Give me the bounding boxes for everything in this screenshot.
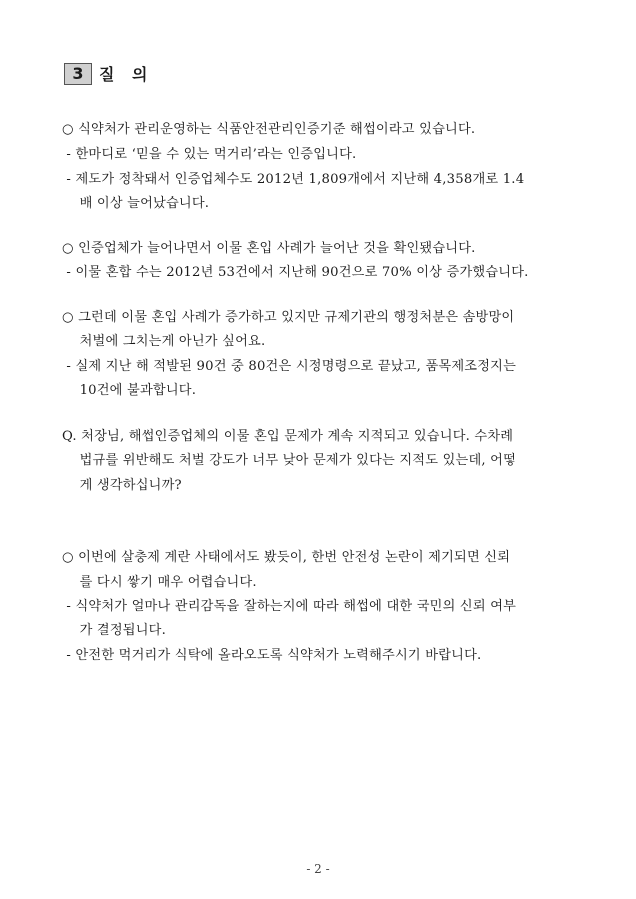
- question-line: 법규를 위반해도 처벌 강도가 너무 낮아 문제가 있다는 지적도 있는데, 어떻: [62, 453, 517, 468]
- text-line: 가 결정됩니다.: [62, 623, 166, 638]
- text-line: ○ 인증업체가 늘어나면서 이물 혼입 사례가 늘어난 것을 확인됐습니다.: [62, 241, 476, 256]
- section-title: 질 의: [99, 65, 154, 84]
- text-line: ○ 식약처가 관리운영하는 식품안전관리인증기준 해썹이라고 있습니다.: [62, 122, 476, 137]
- text-line: ○ 그런데 이물 혼입 사례가 증가하고 있지만 규제기관의 행정처분은 솜방망이: [62, 310, 515, 325]
- text-line: - 실제 지난 해 적발된 90건 중 80건은 시정명령으로 끝났고, 품목제조정지는: [62, 359, 517, 374]
- page-number: - 2 -: [306, 862, 330, 876]
- text-line: - 제도가 정착돼서 인증업체수도 2012년 1,809개에서 지난해 4,358개로 1.4: [62, 172, 525, 187]
- text-line: - 이물 혼합 수는 2012년 53건에서 지난해 90건으로 70% 이상 증가했습니다.: [62, 265, 529, 280]
- section-number-box: 3: [64, 63, 92, 85]
- text-line: 를 다시 쌓기 매우 어렵습니다.: [62, 575, 257, 590]
- question-line: Q. 처장님, 해썹인증업체의 이물 혼입 문제가 계속 지적되고 있습니다. 수차례: [62, 429, 514, 444]
- text-line: - 식약처가 얼마나 관리감독을 잘하는지에 따라 해썹에 대한 국민의 신뢰 여부: [62, 599, 517, 614]
- text-line: - 한마디로 ‘믿을 수 있는 먹거리’라는 인증입니다.: [62, 147, 357, 162]
- text-line: 배 이상 늘어났습니다.: [62, 196, 210, 211]
- text-line: ○ 이번에 살충제 계란 사태에서도 봤듯이, 한번 안전성 논란이 제기되면 신뢰: [62, 550, 511, 565]
- section-heading: [64, 62, 153, 85]
- text-line: - 안전한 먹거리가 식탁에 올라오도록 식약처가 노력해주시기 바랍니다.: [62, 648, 482, 663]
- text-line: 10건에 불과합니다.: [62, 383, 197, 398]
- text-line: 처벌에 그치는게 아닌가 싶어요.: [62, 334, 266, 349]
- question-line: 게 생각하십니까?: [62, 478, 182, 493]
